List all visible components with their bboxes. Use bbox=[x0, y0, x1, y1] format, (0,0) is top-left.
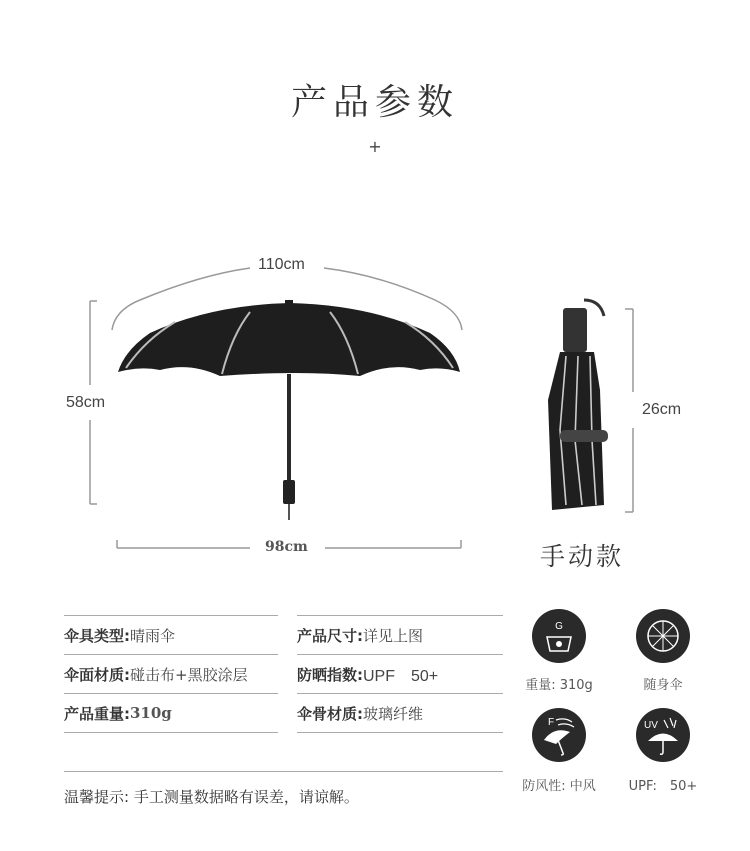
uv-umbrella-icon bbox=[636, 708, 690, 762]
dimension-open-height: 58cm bbox=[66, 394, 106, 411]
spec-row bbox=[297, 615, 503, 654]
plus-mark: + bbox=[368, 137, 382, 156]
spec-value: 碰击布+黑胶涂层 bbox=[130, 665, 248, 684]
model-label: 手动款 bbox=[540, 542, 625, 571]
spec-row bbox=[64, 693, 278, 733]
uv-umbrella-icon-glyph: UV bbox=[644, 720, 658, 731]
spec-value: 晴雨伞 bbox=[130, 626, 176, 645]
spec-row bbox=[297, 693, 503, 733]
spec-key: 防晒指数: bbox=[297, 665, 363, 684]
spec-key: 伞骨材质: bbox=[297, 704, 363, 723]
page-title: 产品参数 bbox=[290, 82, 459, 123]
spec-table-left bbox=[64, 615, 278, 733]
spec-value: 玻璃纤维 bbox=[363, 704, 424, 723]
spec-row bbox=[64, 615, 278, 654]
feature-upf-label: UPF: 50+ bbox=[628, 779, 698, 794]
note-text: 温馨提示: 手工测量数据略有误差，请谅解。 bbox=[64, 788, 359, 806]
spec-row bbox=[297, 654, 503, 693]
feature-portable-label: 随身伞 bbox=[643, 678, 683, 693]
spec-key: 伞面材质: bbox=[64, 665, 130, 684]
wind-umbrella-icon bbox=[532, 708, 586, 762]
wind-umbrella-icon-glyph: F bbox=[548, 717, 555, 728]
dimension-open-width: 110cm bbox=[258, 256, 305, 273]
weight-icon bbox=[532, 609, 586, 663]
note-divider bbox=[64, 771, 503, 772]
umbrella-top-icon bbox=[636, 609, 690, 663]
feature-weight-label: 重量: 310g bbox=[525, 678, 593, 693]
dimension-open-diameter: 98cm bbox=[265, 539, 308, 555]
spec-key: 产品尺寸: bbox=[297, 626, 363, 645]
feature-windproof-label: 防风性: 中风 bbox=[522, 779, 596, 794]
spec-value: 310g bbox=[130, 704, 172, 722]
spec-key: 产品重量: bbox=[64, 704, 130, 723]
spec-key: 伞具类型: bbox=[64, 626, 130, 645]
dimension-folded-length: 26cm bbox=[642, 401, 682, 418]
spec-value: UPF 50+ bbox=[363, 667, 439, 685]
weight-icon-glyph: G bbox=[555, 621, 563, 632]
spec-row bbox=[64, 654, 278, 693]
spec-table-right bbox=[297, 615, 503, 733]
spec-value: 详见上图 bbox=[363, 626, 424, 645]
